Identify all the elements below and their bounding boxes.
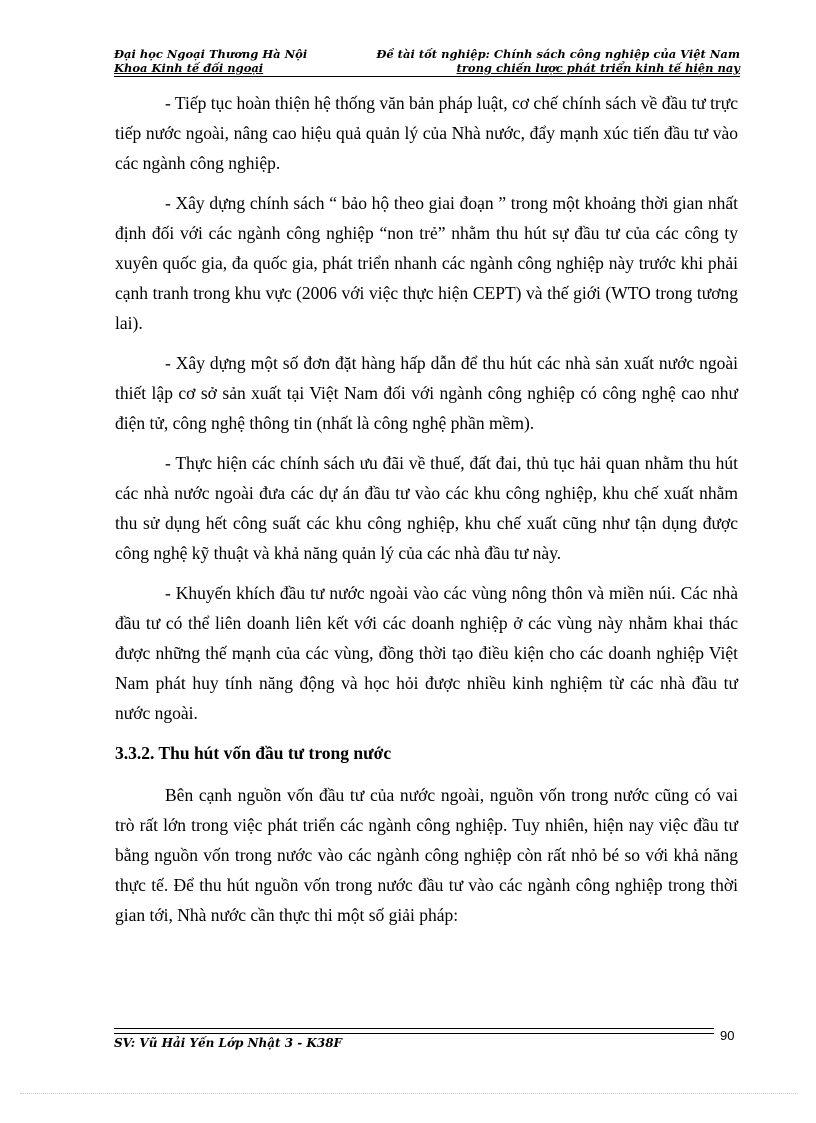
paragraph-3: - Xây dựng một số đơn đặt hàng hấp dẫn để thu hút các nhà sản xuất nước ngoài thiết lập cơ sở sản xuất tại Việt Nam đối với ngành công nghiệp có công nghệ cao như điện tử, công nghệ thông tin (nhất là công nghệ phần mềm). [115,353,738,433]
paragraph-1: - Tiếp tục hoàn thiện hệ thống văn bản pháp luật, cơ chế chính sách về đầu tư trực tiếp nước ngoài, nâng cao hiệu quả quản lý của Nhà nước, đẩy mạnh xúc tiến đầu tư vào các ngành công nghiệp. [115,93,739,173]
paragraph-5: - Khuyến khích đầu tư nước ngoài vào các vùng nông thôn và miền núi. Các nhà đầu tư có thể liên doanh liên kết với các doanh nghiệp ở các vùng này nhằm khai thác được những thế mạnh của các vùng, đồng thời tạo điều kiện cho các doanh nghiệp Việt Nam phát huy tính năng động và học hỏi được nhiều kinh nghiệm từ các nhà đầu tư nước ngoài. [115,583,738,723]
header-right [376,47,740,75]
header-thesis-subtitle: trong chiến lược phát triển kinh tế hiện nay [456,61,740,75]
header-university: Đại học Ngoại Thương Hà Nội [114,47,308,61]
section-paragraph: Bên cạnh nguồn vốn đầu tư của nước ngoài, nguồn vốn trong nước cũng có vai trò rất lớn trong việc phát triển các ngành công nghiệp. Tuy nhiên, hiện nay việc đầu tư bằng nguồn vốn trong nước vào các ngành công nghiệp còn rất nhỏ bé so với khả năng thực tế. Để thu hút nguồn vốn trong nước đầu tư vào các ngành công nghiệp trong thời gian tới, Nhà nước cần thực thi một số giải pháp: [115,785,738,925]
paragraph-2: - Xây dựng chính sách “ bảo hộ theo giai đoạn ” trong một khoảng thời gian nhất định đối với các ngành công nghiệp “non trẻ” nhằm thu hút sự đầu tư của các công ty xuyên quốc gia, đa quốc gia, phát triển nhanh các ngành công nghiệp này trước khi phải cạnh tranh trong khu vực (2006 với việc thực hiện CEPT) và thế giới (WTO trong tương lai). [115,193,738,333]
page-header [114,47,740,77]
footer-author: SV: Vũ Hải Yến Lớp Nhật 3 - K38F [114,1036,343,1050]
document-body [115,88,738,940]
page-bottom-border [20,1093,796,1094]
section-heading: 3.3.2. Thu hút vốn đầu tư trong nước [115,743,392,763]
header-faculty: Khoa Kinh tế đối ngoại [114,61,264,75]
header-left [114,47,307,75]
header-divider [114,76,740,77]
header-thesis-title: Đề tài tốt nghiệp: Chính sách công nghiệp của Việt Nam [376,47,740,61]
paragraph-4: - Thực hiện các chính sách ưu đãi về thuế, đất đai, thủ tục hải quan nhằm thu hút các nhà nước ngoài đưa các dự án đầu tư vào các khu công nghiệp, khu chế xuất nhằm thu sử dụng hết công suất các khu công nghiệp, khu chế xuất cũng như tận dụng được công nghệ kỹ thuật và khả năng quản lý của các nhà đầu tư này. [115,453,738,563]
footer-divider [114,1028,714,1034]
page-number: 90 [720,1028,735,1043]
